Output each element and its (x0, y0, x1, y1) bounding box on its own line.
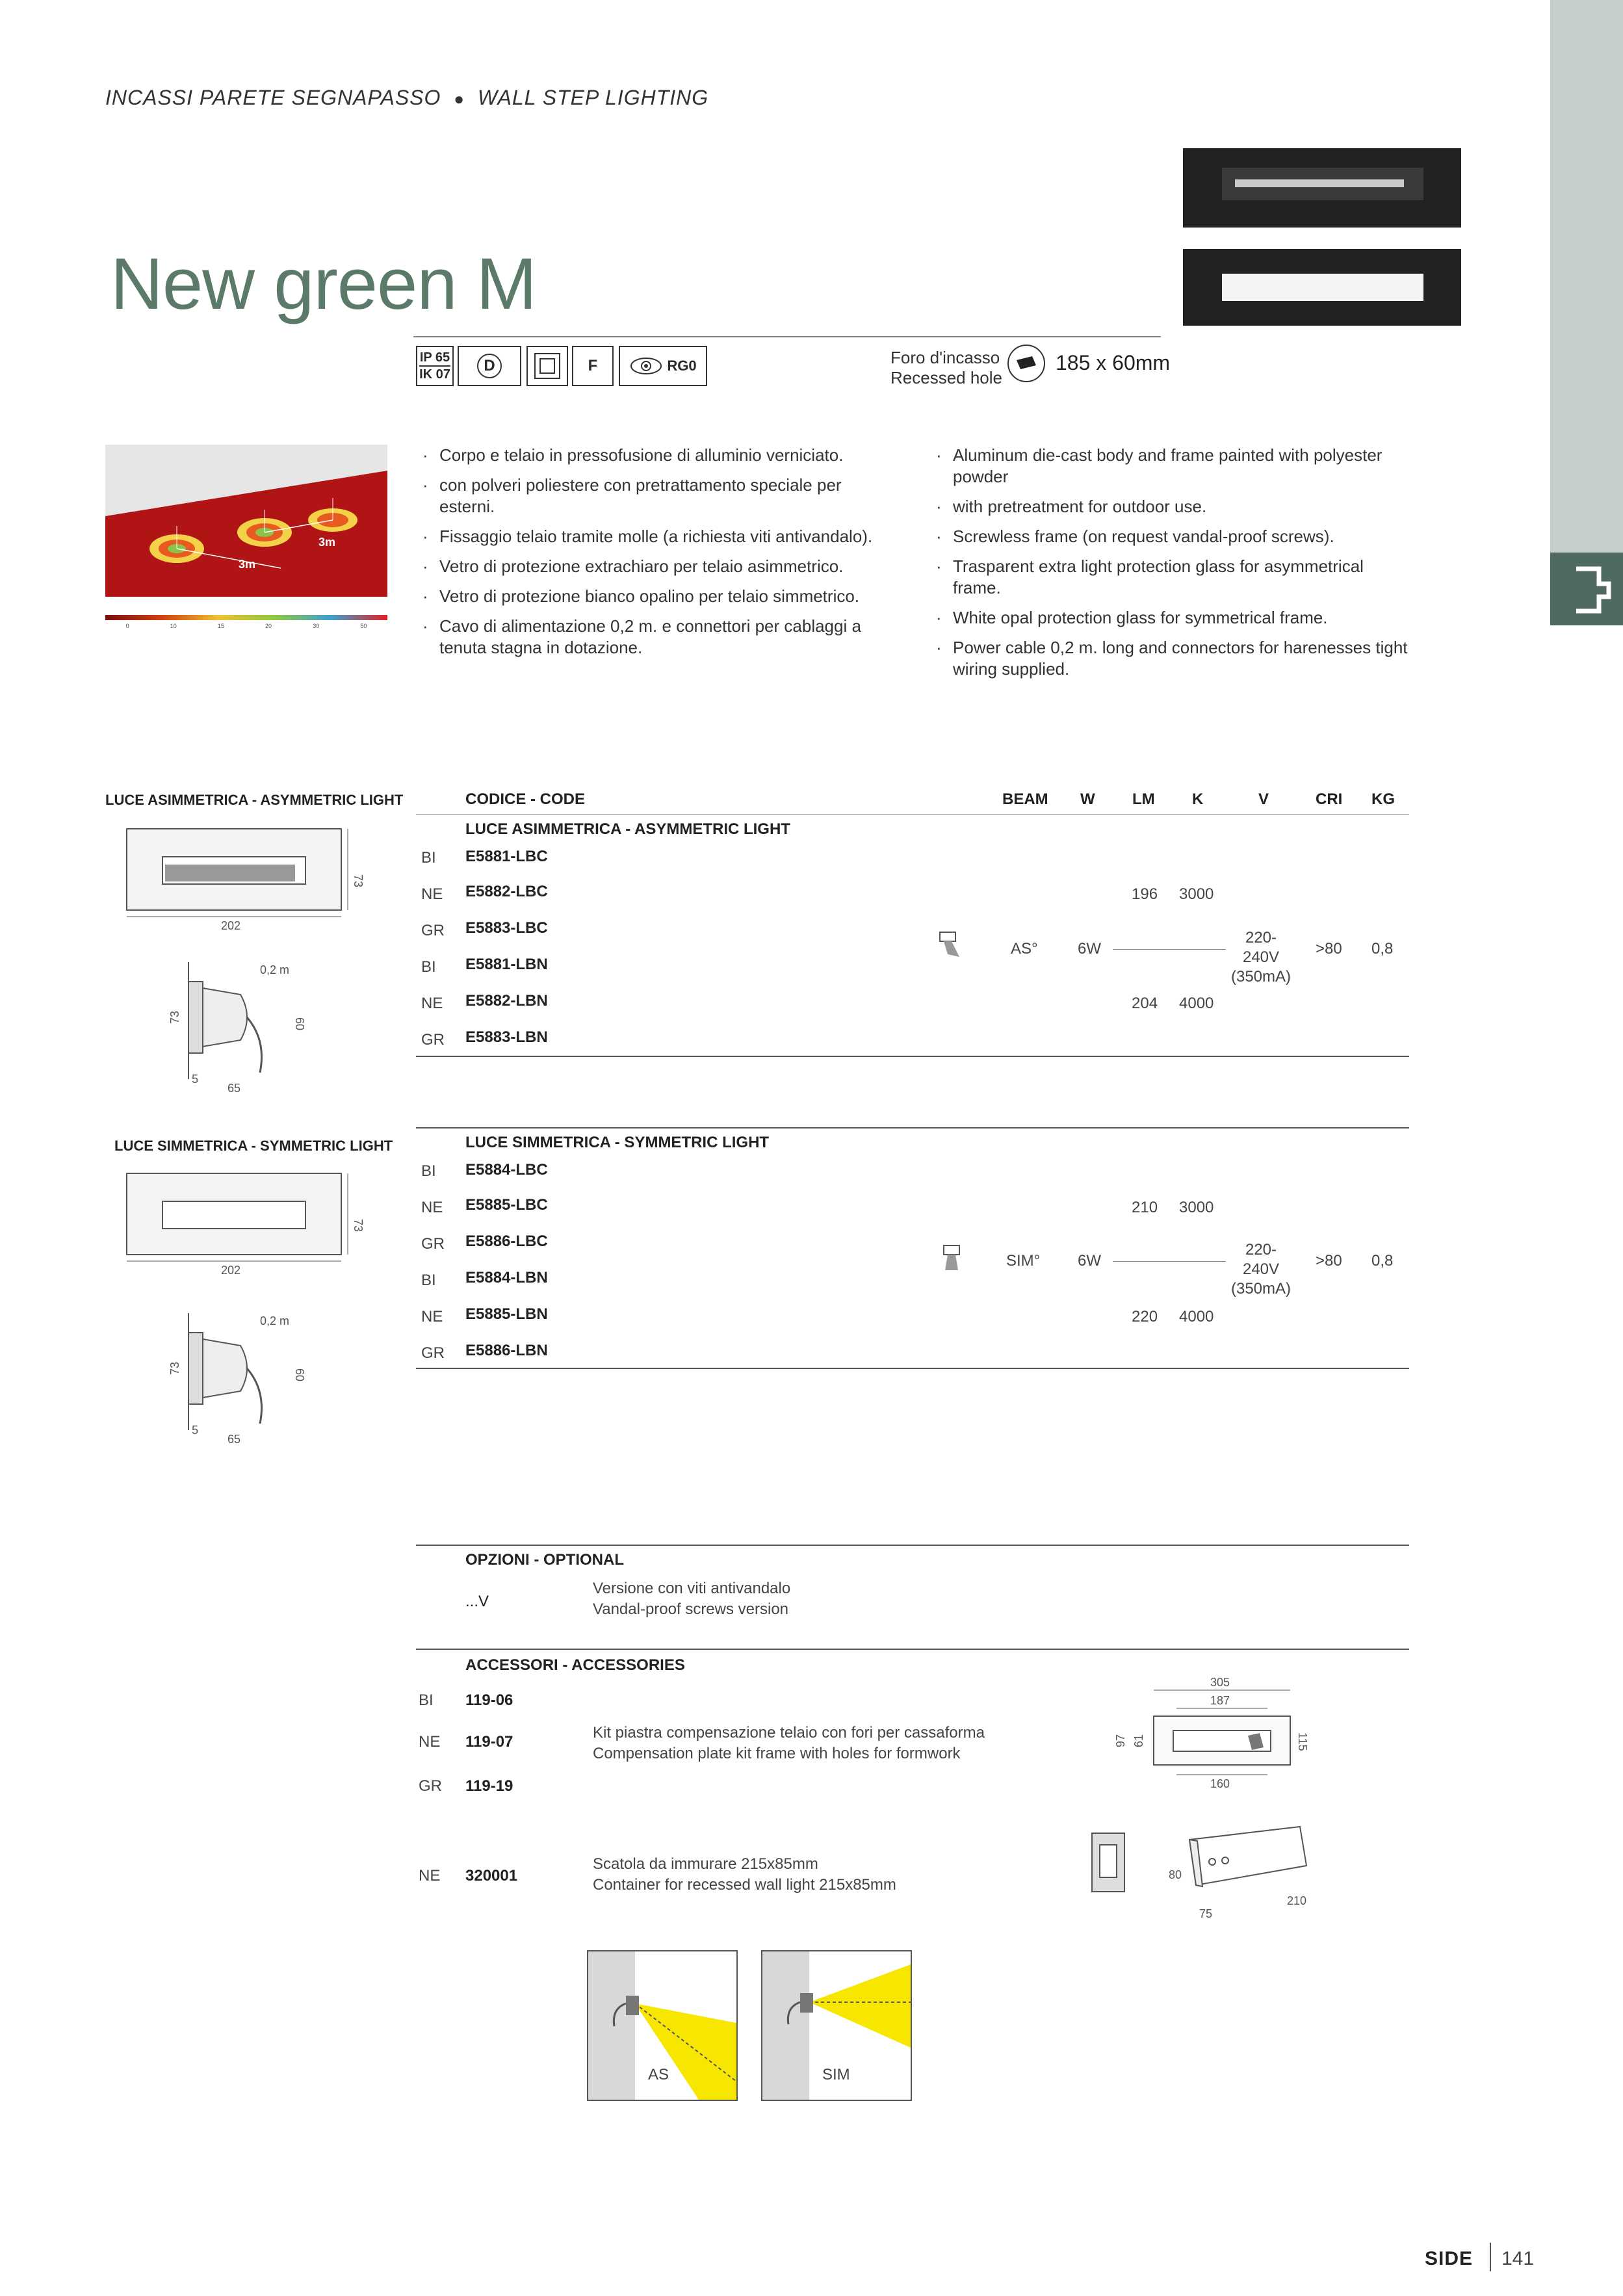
ik-rating: IK 07 (419, 365, 450, 382)
beam-diagram-as (587, 1950, 738, 2101)
box-dim-2: 75 (1199, 1907, 1213, 1920)
footer-divider (1490, 2243, 1491, 2271)
page-number: 141 (1501, 2248, 1535, 2269)
section-tab (1550, 553, 1623, 625)
asym-height-dim: 73 (352, 874, 365, 888)
sym-row-code: E5884-LBN (465, 1269, 548, 1286)
asym-bottom-rule (416, 1056, 1409, 1057)
sym-side-drawing (162, 1307, 331, 1450)
category-en: WALL STEP LIGHTING (477, 86, 709, 109)
optional-desc-it: Versione con viti antivandalo (593, 1580, 791, 1597)
sym-row-code: E5885-LBC (465, 1196, 548, 1214)
sym-depth-dim: 65 (227, 1433, 241, 1446)
asym-group-label: LUCE ASIMMETRICA - ASYMMETRIC LIGHT (465, 820, 790, 838)
box-desc-it: Scatola da immurare 215x85mm (593, 1855, 818, 1873)
sym-beam-icon (941, 1242, 967, 1274)
asym-body-dim: 60 (293, 1017, 306, 1031)
plate-row-color: NE (419, 1733, 441, 1751)
sym-row-color: NE (421, 1199, 443, 1216)
optional-desc (593, 1578, 790, 1620)
asym-row-code: E5881-LBC (465, 848, 548, 865)
sym-lmk-divider (1113, 1261, 1226, 1262)
plate-row-code: 119-06 (465, 1691, 513, 1709)
asym-voltage (1228, 928, 1293, 987)
title-divider (413, 336, 1161, 337)
sym-cable-dim: 0,2 m (260, 1314, 290, 1327)
sym-row-code: E5886-LBC (465, 1233, 548, 1250)
beam-diagram-sim (761, 1950, 912, 2101)
plate-drawing (1092, 1671, 1326, 1807)
light-map-scale (105, 615, 387, 629)
optional-top-rule (416, 1545, 1409, 1546)
asym-depth-dim: 65 (227, 1082, 241, 1095)
product-photo-asymmetric (1183, 148, 1461, 228)
recess-hole-icon (1006, 343, 1046, 384)
box-dim-1: 80 (1169, 1868, 1182, 1881)
asym-voltage-2: (350mA) (1230, 968, 1292, 985)
accessories-title: ACCESSORI - ACCESSORIES (465, 1656, 685, 1674)
sym-bottom-rule (416, 1368, 1409, 1369)
sym-width-dim: 202 (221, 1264, 241, 1277)
box-row-color: NE (419, 1867, 441, 1885)
sym-watt: 6W (1078, 1252, 1101, 1270)
sym-k2: 4000 (1179, 1308, 1214, 1325)
sym-voltage-2: (350mA) (1230, 1280, 1292, 1298)
d-class-icon (458, 346, 521, 386)
sym-kg: 0,8 (1371, 1252, 1394, 1270)
asym-row-code: E5882-LBC (465, 883, 548, 900)
plate-desc (593, 1723, 985, 1764)
asym-row-code: E5883-LBC (465, 919, 548, 937)
asym-k1: 3000 (1179, 885, 1214, 903)
asym-lmk-divider (1113, 949, 1226, 950)
plate-row-color: GR (419, 1777, 442, 1795)
plate-desc-en: Compensation plate kit frame with holes for formwork (593, 1745, 961, 1762)
box-dim-3: 210 (1287, 1894, 1307, 1907)
optional-code: ...V (465, 1593, 489, 1610)
desc-it-item: · Fissaggio telaio tramite molle (a richiesta viti antivandalo). (420, 526, 888, 547)
asym-side-drawing (162, 956, 331, 1099)
asym-beam-icon (937, 928, 963, 961)
category-header (105, 86, 708, 110)
th-code: CODICE - CODE (465, 790, 586, 808)
plate-dim-2: 187 (1210, 1694, 1230, 1707)
sym-k1: 3000 (1179, 1199, 1214, 1216)
footer-brand: SIDE (1425, 2248, 1474, 2269)
asym-watt: 6W (1078, 940, 1101, 958)
asym-row-color: GR (421, 922, 445, 939)
scale-1: 10 (170, 623, 177, 629)
recess-label (890, 348, 1002, 388)
desc-it-item: · con polveri poliestere con pretrattamento speciale per esterni. (420, 475, 888, 517)
sym-front-drawing (110, 1164, 370, 1281)
box-desc-en: Container for recessed wall light 215x85mm (593, 1876, 896, 1894)
plate-dim-6: 115 (1296, 1732, 1309, 1751)
box-drawing (1085, 1814, 1332, 1931)
asym-front-drawing (110, 819, 370, 936)
th-kg: KG (1371, 790, 1395, 808)
desc-it-item: · Cavo di alimentazione 0,2 m. e connettori per cablaggi a tenuta stagna in dotazione. (420, 616, 888, 659)
plate-dim-4: 97 (1114, 1734, 1127, 1747)
sym-row-color: BI (421, 1272, 436, 1289)
recess-label-en: Recessed hole (890, 368, 1002, 387)
desc-it-item: · Vetro di protezione bianco opalino per telaio simmetrico. (420, 586, 888, 607)
sym-row-color: NE (421, 1308, 443, 1325)
sym-front-dim: 5 (192, 1424, 199, 1437)
asym-kg: 0,8 (1371, 940, 1394, 958)
rg-label: RG0 (667, 358, 697, 374)
sym-row-code: E5885-LBN (465, 1305, 548, 1323)
scale-2: 15 (217, 623, 224, 629)
scale-5: 50 (360, 623, 367, 629)
sym-beam: SIM° (1006, 1252, 1041, 1270)
box-desc (593, 1854, 896, 1896)
asym-cri: >80 (1316, 940, 1342, 958)
desc-en-item: · Power cable 0,2 m. long and connectors for harenesses tight wiring supplied. (933, 637, 1414, 680)
plate-row-code: 119-07 (465, 1733, 513, 1751)
category-it: INCASSI PARETE SEGNAPASSO (105, 86, 441, 109)
light-map-graphic (105, 445, 387, 597)
asym-row-code: E5882-LBN (465, 992, 548, 1010)
desc-en-item: · Aluminum die-cast body and frame painted with polyester powder (933, 445, 1414, 488)
th-cri: CRI (1316, 790, 1343, 808)
light-map-label-a: 3m (239, 558, 256, 571)
asym-side-dim: 73 (168, 1010, 181, 1024)
beam-sim-label: SIM (822, 2066, 850, 2083)
plate-row-color: BI (419, 1691, 434, 1709)
sym-lm2: 220 (1132, 1308, 1158, 1325)
desc-en-item: · Trasparent extra light protection glass for asymmetrical frame. (933, 556, 1414, 599)
asym-header-rule (416, 814, 1409, 815)
sym-row-code: E5886-LBN (465, 1342, 548, 1359)
box-row-code: 320001 (465, 1867, 518, 1885)
product-photo-symmetric (1183, 249, 1461, 326)
desc-en-item: · Screwless frame (on request vandal-proof screws). (933, 526, 1414, 547)
sym-section-label: LUCE SIMMETRICA - SYMMETRIC LIGHT (114, 1138, 393, 1154)
sym-cri: >80 (1316, 1252, 1342, 1270)
scale-0: 0 (125, 623, 129, 629)
plate-dim-3: 160 (1210, 1777, 1230, 1790)
plate-dim-1: 305 (1210, 1676, 1230, 1689)
plate-dim-5: 61 (1132, 1734, 1145, 1747)
desc-en-item: · White opal protection glass for symmetrical frame. (933, 607, 1414, 629)
plate-desc-it: Kit piastra compensazione telaio con fori per cassaforma (593, 1724, 985, 1742)
sym-top-rule (416, 1127, 1409, 1128)
rg0-eye-icon (619, 346, 707, 386)
desc-en-item: · with pretreatment for outdoor use. (933, 496, 1414, 517)
asym-row-color: GR (421, 1031, 445, 1049)
asym-voltage-1: 220-240V (1242, 929, 1280, 966)
desc-it-item: · Corpo e telaio in pressofusione di alluminio verniciato. (420, 445, 888, 466)
sym-row-code: E5884-LBC (465, 1161, 548, 1179)
scale-4: 30 (313, 623, 320, 629)
th-k: K (1192, 790, 1204, 808)
f-mark-icon (572, 346, 614, 386)
double-insulation-icon (526, 346, 568, 386)
light-distribution-map (105, 445, 387, 597)
section-tab-icon (1550, 553, 1623, 625)
description-it (420, 445, 888, 667)
asym-row-color: BI (421, 849, 436, 867)
sym-body-dim: 60 (293, 1368, 306, 1382)
beam-as-label: AS (648, 2066, 669, 2083)
side-band (1550, 0, 1623, 624)
th-v: V (1258, 790, 1269, 808)
sym-lm1: 210 (1132, 1199, 1158, 1216)
ip-rating: IP 65 (419, 350, 450, 365)
asym-lm2: 204 (1132, 995, 1158, 1012)
th-beam: BEAM (1002, 790, 1048, 808)
asym-row-color: NE (421, 885, 443, 903)
header-separator: ● (454, 89, 465, 109)
scale-3: 20 (265, 623, 272, 629)
asym-row-code: E5883-LBN (465, 1028, 548, 1046)
asym-row-color: BI (421, 958, 436, 976)
plate-row-code: 119-19 (465, 1777, 513, 1795)
sym-row-color: GR (421, 1235, 445, 1253)
d-label: D (477, 354, 502, 378)
asym-k2: 4000 (1179, 995, 1214, 1012)
th-w: W (1080, 790, 1095, 808)
asym-width-dim: 202 (221, 919, 241, 932)
optional-desc-en: Vandal-proof screws version (593, 1600, 789, 1618)
description-en (933, 445, 1414, 688)
optional-bottom-rule (416, 1649, 1409, 1650)
asym-cable-dim: 0,2 m (260, 963, 290, 976)
sym-height-dim: 73 (352, 1219, 365, 1233)
eye-icon (629, 356, 663, 376)
sym-row-color: BI (421, 1162, 436, 1180)
sym-group-label: LUCE SIMMETRICA - SYMMETRIC LIGHT (465, 1134, 770, 1151)
asym-beam: AS° (1011, 940, 1038, 958)
recess-value: 185 x 60mm (1056, 351, 1171, 374)
desc-it-item: · Vetro di protezione extrachiaro per telaio asimmetrico. (420, 556, 888, 577)
light-map-label-b: 3m (318, 536, 336, 549)
sym-row-color: GR (421, 1344, 445, 1362)
asym-front-dim: 5 (192, 1073, 199, 1086)
asym-lm1: 196 (1132, 885, 1158, 903)
optional-title: OPZIONI - OPTIONAL (465, 1551, 624, 1569)
asym-section-label: LUCE ASIMMETRICA - ASYMMETRIC LIGHT (105, 792, 404, 808)
ip-ik-rating (416, 346, 454, 386)
f-label: F (588, 357, 598, 374)
sym-side-dim: 73 (168, 1361, 181, 1375)
sym-voltage (1228, 1240, 1293, 1299)
asym-row-color: NE (421, 995, 443, 1012)
recess-label-it: Foro d'incasso (890, 348, 1000, 367)
product-title: New green M (110, 243, 537, 324)
th-lm: LM (1132, 790, 1155, 808)
sym-voltage-1: 220-240V (1242, 1241, 1280, 1278)
asym-row-code: E5881-LBN (465, 956, 548, 973)
